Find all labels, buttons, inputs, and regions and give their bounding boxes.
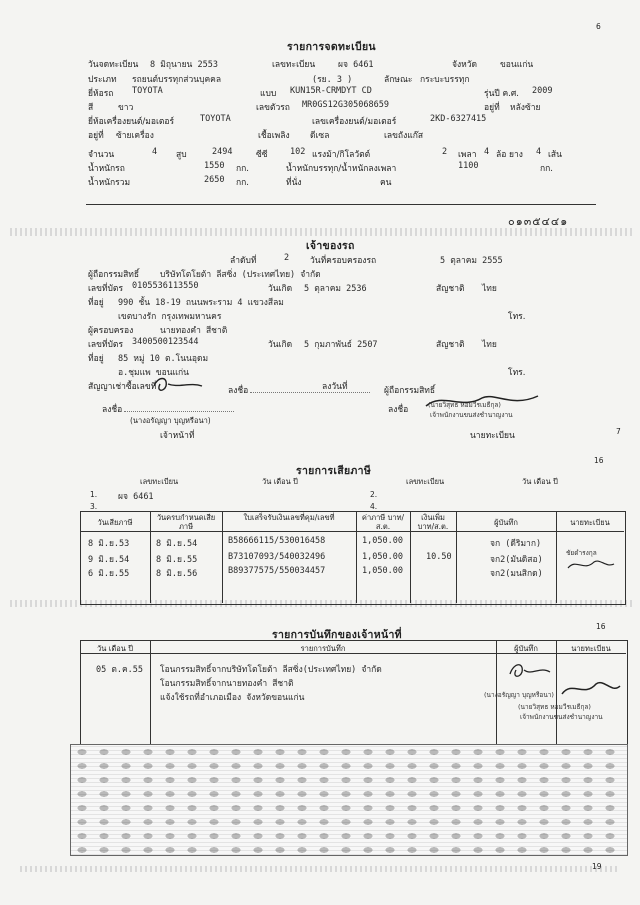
officer-label: เจ้าหน้าที่ — [160, 431, 195, 441]
notes-col-recorder: ผู้บันทึก — [514, 644, 538, 653]
year-label: รุ่นปี ค.ศ. — [484, 89, 519, 99]
registrar-label: นายทะเบียน — [470, 431, 515, 441]
chassis-label: เลขตัวรถ — [256, 103, 290, 113]
tax-header-paid: วันเสียภาษี — [97, 518, 133, 527]
wheels: 4 — [484, 147, 490, 157]
phone-label: โทร. — [508, 368, 526, 378]
signature-line — [124, 411, 234, 412]
possessor: นายทองคำ สีชาติ — [160, 326, 228, 336]
recorder-name: (นางอรัญญา บุญหรือนา) — [484, 691, 554, 699]
address-owner-line2: เขตบางรัก กรุงเทพมหานคร — [118, 312, 222, 322]
possess-date: 5 ตุลาคม 2555 — [440, 256, 503, 266]
sign-label: ลงชื่อ — [388, 405, 409, 415]
vehicle-type: รถยนต์บรรทุกส่วนบุคคล — [132, 75, 222, 85]
type-code: (รย. 3 ) — [312, 75, 353, 85]
tax-table-header-line — [80, 531, 624, 532]
weight-label: น้ำหนักรถ — [88, 164, 125, 174]
color-label: สี — [88, 103, 94, 113]
id-possessor: 3400500123544 — [132, 337, 199, 347]
officer-name: (นางอรัญญา บุญหรือนา) — [130, 416, 211, 425]
address-label: ที่อยู่ — [88, 354, 104, 364]
tax-header-surcharge: เงินเพิ่ม บาท/ส.ต. — [417, 513, 449, 531]
gas-tank-label: เลขถังแก๊ส — [384, 131, 424, 141]
notes-col-entry: รายการบันทึก — [300, 644, 346, 653]
tax-col-reg: เลขทะเบียน — [140, 477, 179, 486]
load: 1100 — [458, 161, 479, 171]
tax-header-receipt: ใบเสร็จรับเงินเลขที่คุม/เลขที่ — [243, 513, 335, 522]
gross-label: น้ำหนักรวม — [88, 178, 131, 188]
note-date: 05 ต.ค.55 — [96, 665, 144, 675]
birth-possessor: 5 กุมภาพันธ์ 2507 — [304, 340, 378, 350]
seats-label: ที่นั่ง — [286, 178, 302, 188]
cylinder-label: จำนวน — [88, 150, 115, 160]
engine-no-label: เลขเครื่องยนต์/มอเตอร์ — [312, 117, 397, 127]
registrar-initials — [566, 556, 616, 574]
chassis-number: MR0GS12G305068659 — [302, 100, 389, 110]
model-label: แบบ — [260, 89, 277, 99]
id-label: เลขที่บัตร — [88, 284, 124, 294]
sign-owner-label: ผู้ถือกรรมสิทธิ์ — [384, 386, 436, 396]
legal-owner: บริษัทโตโยต้า ลีสซิ่ง (ประเทศไทย) จำกัด — [160, 270, 321, 280]
scan-band — [20, 866, 620, 872]
feature: กระบะบรรทุก — [420, 75, 470, 85]
tax-header-recorder: ผู้บันทึก — [494, 518, 518, 527]
type-label: ประเภท — [88, 75, 117, 85]
birth-label: วันเกิด — [268, 340, 293, 350]
seats-unit: คน — [380, 178, 392, 188]
seq: 2 — [284, 253, 290, 263]
weight: 1550 — [204, 161, 225, 171]
lease-label: สัญญาเช่าซื้อเลขที่ — [88, 382, 157, 392]
address-label: ที่อยู่ — [88, 298, 104, 308]
notes-registrar-signature — [560, 676, 622, 702]
tax-col-date: วัน เดือน ปี — [522, 477, 558, 486]
chassis-loc-label: อยู่ที่ — [484, 103, 500, 113]
tax-reg-row: 3. — [90, 502, 98, 511]
tax-header-due: วันครบกำหนดเสียภาษี — [156, 513, 216, 531]
divider — [86, 204, 596, 205]
date-label: ลงวันที่ — [322, 382, 348, 392]
brand: TOYOTA — [132, 86, 163, 96]
page-number: 16 — [596, 622, 606, 631]
power-unit: แรงม้า/กิโลวัตต์ — [312, 150, 371, 160]
fuel-label: เชื้อเพลิง — [258, 131, 290, 141]
page-number: 6 — [596, 22, 601, 31]
serial-number: ๐๑๓๕๔๔๑ — [508, 215, 569, 228]
province: ขอนแก่น — [500, 60, 534, 70]
load-label: น้ำหนักบรรทุก/น้ำหนักลงเพลา — [286, 164, 397, 174]
cylinders: 4 — [152, 147, 158, 157]
sign-label: ลงชื่อ — [102, 405, 123, 415]
chassis-loc: หลังซ้าย — [510, 103, 541, 113]
engine-loc: ซ้ายเครื่อง — [116, 131, 154, 141]
birth-label: วันเกิด — [268, 284, 293, 294]
possess-date-label: วันที่ครอบครองรถ — [310, 256, 377, 266]
seq-label: ลำดับที่ — [230, 256, 257, 266]
nationality-label: สัญชาติ — [436, 284, 465, 294]
tires: 4 — [536, 147, 542, 157]
tax-reg-value: ผจ 6461 — [118, 492, 154, 502]
notes-col-date: วัน เดือน ปี — [97, 644, 133, 653]
notes-col-registrar: นายทะเบียน — [571, 644, 611, 653]
sign-label: ลงชื่อ — [228, 386, 249, 396]
notes-title: รายการบันทึกของเจ้าหน้าที่ — [272, 629, 402, 641]
tax-reg-row: 1. — [90, 490, 98, 499]
legal-owner-label: ผู้ถือกรรมสิทธิ์ — [88, 270, 140, 280]
feature-label: ลักษณะ — [384, 75, 413, 85]
axles-unit: เพลา — [458, 150, 477, 160]
wheels-unit: ล้อ ยาง — [496, 150, 523, 160]
nationality-possessor: ไทย — [482, 340, 497, 350]
notes-stamp-title: เจ้าพนักงานขนส่งชำนาญงาน — [520, 713, 603, 721]
phone-label: โทร. — [508, 312, 526, 322]
axles: 2 — [442, 147, 448, 157]
tax-header-tax: ค่าภาษี บาท/ส.ต. — [361, 513, 405, 531]
reg-date-label: วันจดทะเบียน — [88, 60, 139, 70]
page-number: 7 — [616, 427, 621, 436]
cc: 2494 — [212, 147, 233, 157]
tax-col-reg: เลขทะเบียน — [406, 477, 445, 486]
security-pattern — [70, 744, 628, 856]
address-possessor-line1: 85 หมู่ 10 ต.โนนอุดม — [118, 354, 209, 364]
note-line-1: โอนกรรมสิทธิ์จากบริษัทโตโยต้า ลีสซิ่ง(ประเทศไทย) จำกัด — [160, 665, 382, 675]
note-line-3: แจ้งใช้รถที่อำเภอเมือง จังหวัดขอนแก่น — [160, 693, 305, 703]
province-label: จังหวัด — [452, 60, 478, 70]
id-owner: 0105536113550 — [132, 281, 199, 291]
reg-date: 8 มิถุนายน 2553 — [150, 60, 218, 70]
tax-col-date: วัน เดือน ปี — [262, 477, 298, 486]
tax-reg-row: 4. — [370, 502, 378, 511]
tires-unit: เส้น — [548, 150, 562, 160]
owner-title: เจ้าของรถ — [306, 240, 355, 252]
page-number: 16 — [594, 456, 604, 465]
brand-label: ยี่ห้อรถ — [88, 89, 114, 99]
gross-unit: กก. — [236, 178, 249, 188]
tax-title: รายการเสียภาษี — [296, 465, 372, 477]
engine-loc-label: อยู่ที่ — [88, 131, 104, 141]
recorder-signature — [506, 658, 552, 684]
engine-number: 2KD-6327415 — [430, 114, 487, 124]
note-line-2: โอนกรรมสิทธิ์จากนายทองคำ สีชาติ — [160, 679, 294, 689]
reg-no: ผจ 6461 — [338, 60, 374, 70]
registrar-stamp-title: เจ้าพนักงานขนส่งชำนาญงาน — [430, 411, 513, 419]
birth-owner: 5 ตุลาคม 2536 — [304, 284, 367, 294]
notes-stamp: (นายวิสุทธ หอมวีรเมธีกุล) — [518, 703, 591, 711]
id-label: เลขที่บัตร — [88, 340, 124, 350]
year: 2009 — [532, 86, 553, 96]
tax-header-registrar: นายทะเบียน — [570, 518, 610, 527]
page-number: 19 — [592, 862, 602, 871]
weight-unit: กก. — [236, 164, 249, 174]
color: ขาว — [118, 103, 134, 113]
cylinder-unit: สูบ — [176, 150, 187, 160]
address-possessor-line2: อ.ชุมแพ ขอนแก่น — [118, 368, 189, 378]
power: 102 — [290, 147, 306, 157]
cc-unit: ซีซี — [256, 150, 268, 160]
tax-reg-row: 2. — [370, 490, 378, 499]
reg-no-label: เลขทะเบียน — [272, 60, 316, 70]
registrar-stamp: (นายวิสุทธ หอมวีรเมธีกุล) — [428, 401, 501, 409]
nationality-owner: ไทย — [482, 284, 497, 294]
load-unit: กก. — [540, 164, 553, 174]
engine-brand-label: ยี่ห้อเครื่องยนต์/มอเตอร์ — [88, 117, 175, 127]
possessor-label: ผู้ครอบครอง — [88, 326, 134, 336]
address-owner-line1: 990 ชั้น 18-19 ถนนพระราม 4 แขวงสีลม — [118, 298, 284, 308]
model: KUN15R-CRMDYT CD — [290, 86, 372, 96]
fuel: ดีเซล — [310, 131, 330, 141]
engine-brand: TOYOTA — [200, 114, 231, 124]
gross-weight: 2650 — [204, 175, 225, 185]
signature-line — [250, 392, 370, 393]
nationality-label: สัญชาติ — [436, 340, 465, 350]
officer-signature — [148, 372, 208, 396]
registration-title: รายการจดทะเบียน — [287, 41, 376, 53]
